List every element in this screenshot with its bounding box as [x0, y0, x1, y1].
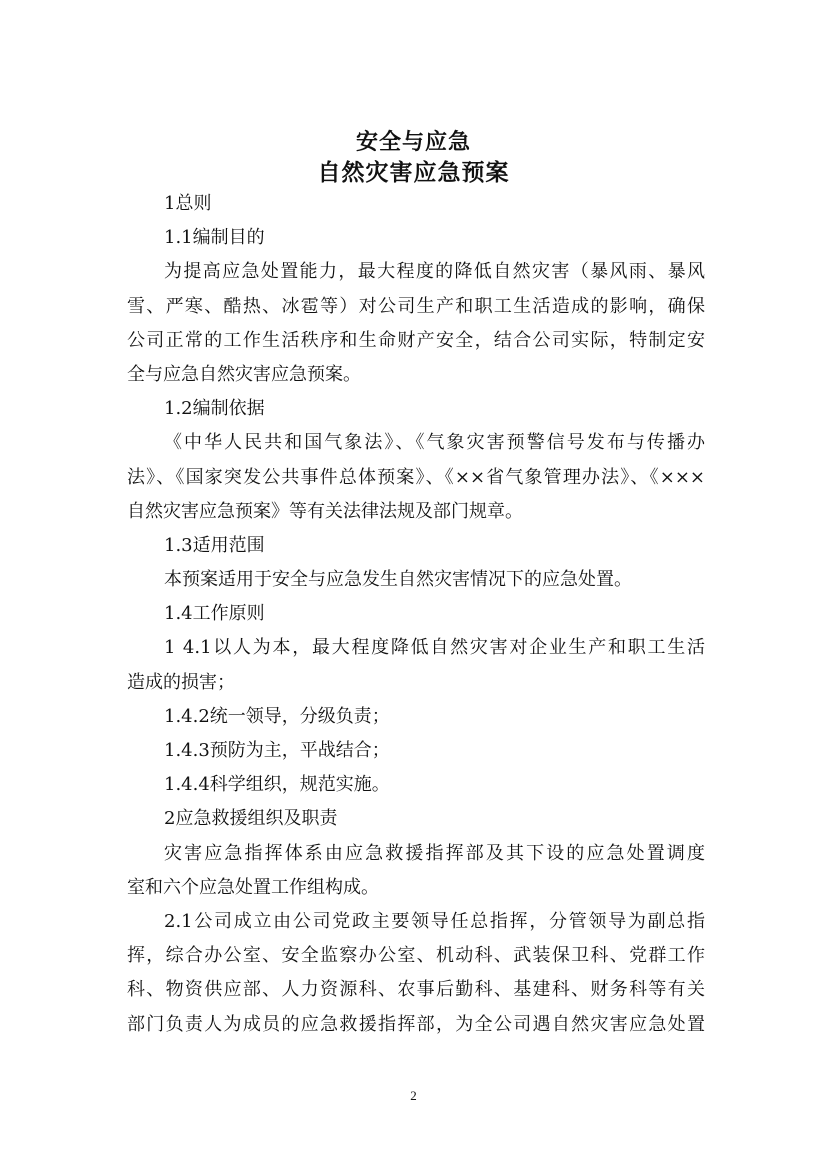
document-title: 安全与应急: [355, 129, 471, 155]
section-heading: 1.4.2统一领导，分级负责；: [164, 705, 390, 727]
paragraph-line: 法》、《国家突发公共事件总体预案》、《××省气象管理办法》、《×××: [127, 466, 705, 488]
paragraph-line: 灾害应急指挥体系由应急救援指挥部及其下设的应急处置调度: [164, 842, 705, 864]
document-title-block: [0, 127, 827, 189]
paragraph-line: 1 4.1以人为本，最大程度降低自然灾害对企业生产和职工生活: [164, 637, 705, 659]
paragraph-line: 科、物资供应部、人力资源科、农事后勤科、基建科、财务科等有关: [127, 979, 705, 1001]
paragraph-line: 雪、严寒、酷热、冰雹等）对公司生产和职工生活造成的影响，确保: [127, 295, 705, 317]
document-subtitle: 自然灾害应急预案: [317, 159, 510, 186]
section-heading: 1.4.3预防为主，平战结合；: [164, 740, 390, 761]
paragraph-line: 本预案适用于安全与应急发生自然灾害情况下的应急处置。: [164, 569, 632, 591]
section-heading: 2应急救援组织及职责: [164, 808, 338, 830]
paragraph-line: 全与应急自然灾害应急预案。: [127, 363, 361, 385]
paragraph-line: 《中华人民共和国气象法》、《气象灾害预警信号发布与传播办: [164, 432, 705, 454]
paragraph-line: 自然灾害应急预案》等有关法律法规及部门规章。: [127, 500, 523, 522]
paragraph-line: 造成的损害；: [127, 671, 235, 693]
section-heading: 1.1编制目的: [164, 227, 265, 249]
section-heading: 1.4.4科学组织，规范实施。: [164, 774, 390, 796]
section-heading: 1.4工作原则: [164, 603, 265, 625]
paragraph-line: 室和六个应急处置工作组构成。: [127, 876, 379, 898]
paragraph-line: 为提高应急处置能力，最大程度的降低自然灾害（暴风雨、暴风: [164, 261, 705, 283]
document-body: [127, 187, 705, 1042]
page-number: 2: [410, 1088, 417, 1103]
section-heading: 1.2编制依据: [164, 398, 265, 420]
paragraph-line: 2.1公司成立由公司党政主要领导任总指挥，分管领导为副总指: [164, 910, 705, 932]
section-heading: 1总则: [164, 193, 212, 214]
paragraph-line: 部门负责人为成员的应急救援指挥部，为全公司遇自然灾害应急处置: [127, 1013, 705, 1035]
section-heading: 1.3适用范围: [164, 534, 265, 556]
paragraph-line: 公司正常的工作生活秩序和生命财产安全，结合公司实际，特制定安: [127, 329, 705, 351]
paragraph-line: 挥，综合办公室、安全监察办公室、机动科、武装保卫科、党群工作: [127, 945, 705, 967]
